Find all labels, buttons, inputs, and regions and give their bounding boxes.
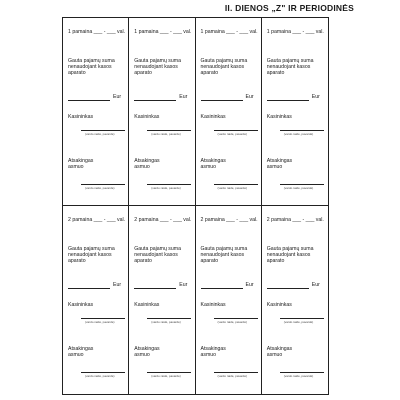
responsible-signature-caption: (vardo raidė, pavardė): [85, 374, 115, 378]
responsible-signature-caption: (vardo raidė, pavardė): [151, 186, 181, 190]
currency-label: Eur: [245, 94, 254, 100]
amount-field[interactable]: [201, 94, 243, 101]
responsible-line-2: asmuo: [200, 164, 217, 170]
shift-cell: [262, 18, 328, 206]
responsible-line-1: Atsakingas: [200, 346, 226, 352]
shift-time-label[interactable]: 1 pamaina ___ - ___ val.: [134, 29, 192, 35]
cashier-signature-field[interactable]: [280, 130, 324, 131]
responsible-line-2: asmuo: [134, 164, 150, 170]
cashier-signature-field[interactable]: [214, 130, 258, 131]
shift-cell: [196, 18, 262, 206]
income-label: Gauta pajamų suma nenaudojant kasos aparato: [200, 246, 248, 264]
cashier-label: Kasininkas: [200, 302, 226, 308]
responsible-person-label: [201, 158, 226, 170]
income-label: Gauta pajamų suma nenaudojant kasos aparato: [266, 58, 314, 76]
cashier-signature-field[interactable]: [81, 318, 125, 319]
responsible-signature-field[interactable]: [214, 372, 258, 373]
cashier-signature-caption: (vardo raidė, pavardė): [217, 320, 248, 324]
cashier-signature-caption: (vardo raidė, pavardė): [85, 320, 115, 324]
responsible-line-1: Atsakingas: [200, 158, 226, 164]
responsible-signature-caption: (vardo raidė, pavardė): [85, 186, 115, 190]
cashier-signature-field[interactable]: [280, 318, 324, 319]
report-grid: [62, 17, 329, 395]
shift-time-label[interactable]: 2 pamaina ___ - ___ val.: [134, 217, 192, 223]
amount-field[interactable]: [68, 282, 110, 289]
cashier-label: Kasininkas: [134, 114, 160, 120]
currency-label: Eur: [113, 282, 122, 288]
responsible-signature-field[interactable]: [214, 184, 258, 185]
shift-cell: [262, 206, 328, 394]
cashier-signature-caption: (vardo raidė, pavardė): [151, 132, 181, 136]
responsible-line-2: asmuo: [68, 352, 84, 358]
currency-label: Eur: [179, 282, 188, 288]
responsible-line-1: Atsakingas: [68, 158, 94, 164]
cashier-label: Kasininkas: [134, 302, 160, 308]
shift-time-label[interactable]: 2 pamaina ___ - ___ val.: [68, 217, 126, 223]
cashier-signature-caption: (vardo raidė, pavardė): [151, 320, 181, 324]
shift-cell: [63, 206, 129, 394]
responsible-line-2: asmuo: [68, 164, 84, 170]
cashier-signature-field[interactable]: [214, 318, 258, 319]
shift-time-label[interactable]: 1 pamaina ___ - ___ val.: [68, 29, 126, 35]
currency-label: Eur: [311, 282, 320, 288]
responsible-signature-field[interactable]: [280, 184, 324, 185]
responsible-person-label: [68, 346, 93, 358]
cashier-label: Kasininkas: [68, 302, 94, 308]
cashier-signature-caption: (vardo raidė, pavardė): [217, 132, 248, 136]
responsible-line-1: Atsakingas: [134, 158, 160, 164]
responsible-signature-caption: (vardo raidė, pavardė): [217, 186, 248, 190]
responsible-line-1: Atsakingas: [134, 346, 160, 352]
income-label: Gauta pajamų suma nenaudojant kasos aparato: [200, 58, 248, 76]
responsible-signature-field[interactable]: [147, 372, 191, 373]
responsible-signature-caption: (vardo raidė, pavardė): [283, 374, 314, 378]
shift-time-label[interactable]: 2 pamaina ___ - ___ val.: [200, 217, 258, 223]
income-label: Gauta pajamų suma nenaudojant kasos aparato: [134, 58, 181, 76]
responsible-person-label: [68, 158, 93, 170]
shift-cell: [63, 18, 129, 206]
shift-time-label[interactable]: 1 pamaina ___ - ___ val.: [266, 29, 324, 35]
currency-label: Eur: [245, 282, 254, 288]
currency-label: Eur: [113, 94, 122, 100]
responsible-line-1: Atsakingas: [68, 346, 94, 352]
page-title: II. DIENOS „Z" IR PERIODINĖS: [224, 3, 354, 13]
responsible-line-2: asmuo: [134, 352, 150, 358]
shift-cell: [129, 18, 195, 206]
amount-field[interactable]: [134, 94, 176, 101]
responsible-signature-field[interactable]: [81, 372, 125, 373]
cashier-label: Kasininkas: [200, 114, 226, 120]
shift-time-label[interactable]: 2 pamaina ___ - ___ val.: [266, 217, 324, 223]
responsible-line-1: Atsakingas: [266, 346, 293, 352]
cashier-label: Kasininkas: [68, 114, 94, 120]
responsible-line-2: asmuo: [266, 164, 283, 170]
responsible-person-label: [134, 346, 159, 358]
cashier-label: Kasininkas: [266, 114, 292, 120]
amount-field[interactable]: [267, 282, 309, 289]
responsible-signature-caption: (vardo raidė, pavardė): [283, 186, 314, 190]
cashier-signature-field[interactable]: [147, 318, 191, 319]
currency-label: Eur: [179, 94, 188, 100]
income-label: Gauta pajamų suma nenaudojant kasos aparato: [68, 58, 115, 76]
amount-field[interactable]: [267, 94, 309, 101]
amount-field[interactable]: [68, 94, 110, 101]
responsible-signature-field[interactable]: [81, 184, 125, 185]
amount-field[interactable]: [201, 282, 243, 289]
responsible-line-2: asmuo: [200, 352, 217, 358]
income-label: Gauta pajamų suma nenaudojant kasos aparato: [68, 246, 115, 264]
cashier-signature-caption: (vardo raidė, pavardė): [283, 132, 314, 136]
cashier-label: Kasininkas: [266, 302, 292, 308]
responsible-signature-field[interactable]: [280, 372, 324, 373]
cashier-signature-caption: (vardo raidė, pavardė): [85, 132, 115, 136]
cashier-signature-caption: (vardo raidė, pavardė): [283, 320, 314, 324]
responsible-signature-field[interactable]: [147, 184, 191, 185]
shift-time-label[interactable]: 1 pamaina ___ - ___ val.: [200, 29, 258, 35]
shift-cell: [129, 206, 195, 394]
cashier-signature-field[interactable]: [147, 130, 191, 131]
responsible-person-label: [267, 158, 292, 170]
responsible-line-2: asmuo: [266, 352, 283, 358]
responsible-person-label: [201, 346, 226, 358]
responsible-signature-caption: (vardo raidė, pavardė): [217, 374, 248, 378]
income-label: Gauta pajamų suma nenaudojant kasos aparato: [134, 246, 181, 264]
responsible-signature-caption: (vardo raidė, pavardė): [151, 374, 181, 378]
shift-cell: [196, 206, 262, 394]
amount-field[interactable]: [134, 282, 176, 289]
responsible-person-label: [134, 158, 159, 170]
cashier-signature-field[interactable]: [81, 130, 125, 131]
income-label: Gauta pajamų suma nenaudojant kasos aparato: [266, 246, 314, 264]
responsible-line-1: Atsakingas: [266, 158, 293, 164]
responsible-person-label: [267, 346, 292, 358]
currency-label: Eur: [311, 94, 320, 100]
